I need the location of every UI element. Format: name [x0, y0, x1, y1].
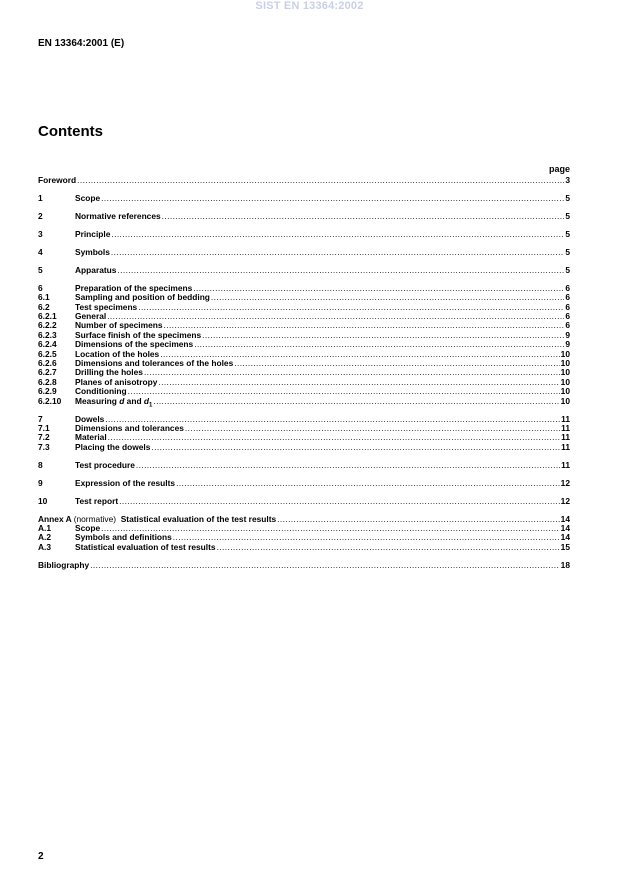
toc-entry-label: Drilling the holes: [75, 367, 143, 378]
toc-dot-leader: [144, 368, 560, 377]
toc-entry-number: A.2: [38, 532, 52, 543]
toc-entry-label: Test specimens: [75, 301, 138, 312]
toc-dot-leader: [90, 561, 559, 570]
toc-entry-number: 6.2.4: [38, 339, 57, 350]
toc-entry-label: Dimensions of the specimens: [75, 339, 194, 350]
toc-entry-label: General: [75, 311, 107, 322]
toc-entry-page: 3: [565, 175, 570, 185]
toc-entry-page: 6: [565, 320, 570, 331]
toc-entry[interactable]: [38, 561, 570, 570]
toc-entry-number: 6.2.5: [38, 348, 57, 359]
toc-entry-page: 11: [561, 432, 570, 443]
toc-entry-number: 4: [38, 246, 43, 257]
toc-entry[interactable]: [38, 395, 570, 409]
toc-entry-label: Planes of anisotropy: [75, 376, 158, 387]
toc-entry[interactable]: [38, 248, 570, 257]
toc-entry-page: 11: [561, 441, 570, 452]
toc-dot-leader: [277, 515, 560, 524]
toc-entry-label: Sampling and position of bedding: [75, 292, 210, 303]
toc-entry-label: Apparatus: [75, 264, 117, 275]
toc-entry-label: Dimensions and tolerances of the holes: [75, 358, 234, 369]
toc-entry-number: 1: [38, 192, 43, 203]
toc-dot-leader: [151, 443, 560, 452]
toc-entry-label: Bibliography: [38, 559, 90, 570]
toc-dot-leader: [107, 312, 564, 321]
toc-entry[interactable]: [38, 461, 570, 470]
toc-dot-leader: [101, 194, 564, 203]
toc-entry-label: Preparation of the specimens: [75, 282, 193, 293]
toc-entry-number: 2: [38, 210, 43, 221]
toc-dot-leader: [77, 176, 564, 185]
toc-entry[interactable]: [38, 497, 570, 506]
toc-entry-page: 9: [565, 329, 570, 340]
toc-entry-label: Scope: [75, 523, 101, 534]
toc-entry[interactable]: [38, 424, 570, 433]
toc-dot-leader: [153, 397, 559, 406]
toc-entry-number: 6.2.6: [38, 358, 57, 369]
toc-entry-label: Expression of the results: [75, 477, 176, 488]
toc-dot-leader: [108, 433, 560, 442]
toc-entry-page: 6: [565, 301, 570, 312]
toc-entry-page: 6: [565, 311, 570, 322]
toc-dot-leader: [119, 497, 560, 506]
toc-entry-page: 5: [565, 210, 570, 221]
toc-entry-page: 10: [560, 358, 570, 369]
toc-dot-leader: [211, 293, 564, 302]
toc-entry-page: 14: [560, 513, 570, 524]
toc-entry[interactable]: [38, 543, 570, 552]
toc-dot-leader: [136, 461, 560, 470]
document-id: EN 13364:2001 (E): [38, 38, 125, 49]
toc-dot-leader: [158, 378, 559, 387]
toc-dot-leader: [193, 284, 564, 293]
toc-entry-number: 7: [38, 413, 43, 424]
toc-entry-number: 6.2.1: [38, 311, 57, 322]
toc-entry-label: Conditioning: [75, 386, 127, 397]
toc-entry-page: 14: [560, 523, 570, 534]
toc-entry[interactable]: [38, 230, 570, 239]
toc-entry-number: A.3: [38, 541, 52, 552]
toc-dot-leader: [202, 331, 564, 340]
toc-entry-label: Location of the holes: [75, 348, 160, 359]
toc-entry-number: 3: [38, 228, 43, 239]
toc-dot-leader: [176, 479, 560, 488]
toc-entry-label: Symbols and definitions: [75, 532, 172, 543]
toc-entry-number: A.1: [38, 523, 52, 534]
toc-entry-number: 9: [38, 477, 43, 488]
toc-entry-number: 6.2.8: [38, 376, 57, 387]
toc-entry[interactable]: [38, 212, 570, 221]
toc-entry[interactable]: [38, 303, 570, 312]
toc-entry-label: Dimensions and tolerances: [75, 422, 184, 433]
toc-entry-page: 12: [560, 495, 570, 506]
toc-entry-number: 6.2.3: [38, 329, 57, 340]
toc-entry-page: 11: [561, 422, 570, 433]
page-title: Contents: [38, 123, 103, 140]
toc-entry-label: Number of specimens: [75, 320, 163, 331]
toc-entry-number: 7.2: [38, 432, 50, 443]
table-of-contents: [38, 176, 570, 570]
toc-entry-number: 7.3: [38, 441, 50, 452]
footer-page-number: 2: [38, 851, 44, 862]
toc-entry-label: Surface finish of the specimens: [75, 329, 202, 340]
toc-entry-number: 10: [38, 495, 48, 506]
toc-entry-page: 15: [560, 541, 570, 552]
toc-entry-page: 10: [560, 376, 570, 387]
toc-entry-page: 11: [561, 459, 570, 470]
toc-entry-page: 9: [565, 339, 570, 350]
toc-entry-label: Test report: [75, 495, 119, 506]
toc-entry-number: 8: [38, 459, 43, 470]
toc-entry-label: Symbols: [75, 246, 110, 257]
toc-entry-page: 5: [565, 192, 570, 203]
toc-entry-number: 5: [38, 264, 43, 275]
toc-dot-leader: [111, 248, 564, 257]
toc-entry-page: 5: [565, 246, 570, 257]
toc-entry[interactable]: [38, 479, 570, 488]
toc-dot-leader: [117, 266, 564, 275]
toc-entry-label: Principle: [75, 228, 111, 239]
toc-entry-page: 10: [560, 367, 570, 378]
toc-entry-page: 5: [565, 264, 570, 275]
toc-entry-number: 6.2.10: [38, 395, 62, 406]
toc-dot-leader: [234, 359, 559, 368]
toc-entry-page: 5: [565, 228, 570, 239]
toc-entry-label: Test procedure: [75, 459, 135, 470]
toc-entry-page: 10: [560, 395, 570, 406]
watermark: SIST EN 13364:2002: [255, 0, 364, 12]
toc-dot-leader: [162, 212, 565, 221]
toc-entry-label: Foreword: [38, 175, 77, 185]
toc-entry[interactable]: [38, 194, 570, 203]
toc-entry-number: 6: [38, 282, 43, 293]
toc-dot-leader: [194, 340, 564, 349]
toc-entry-number: 6.2.2: [38, 320, 57, 331]
toc-dot-leader: [164, 321, 565, 330]
toc-entry-page: 10: [560, 348, 570, 359]
toc-entry-label: Statistical evaluation of test results: [75, 541, 216, 552]
toc-dot-leader: [111, 230, 564, 239]
toc-dot-leader: [173, 533, 560, 542]
toc-entry-label: Dowels: [75, 413, 105, 424]
toc-entry-number: 6.2.9: [38, 386, 57, 397]
toc-entry-number: 6.2.7: [38, 367, 57, 378]
toc-entry-page: 6: [565, 282, 570, 293]
page-column-label: page: [548, 164, 570, 174]
toc-entry-number: 6.1: [38, 292, 50, 303]
toc-dot-leader: [128, 387, 560, 396]
toc-entry-label: Material: [75, 432, 107, 443]
toc-entry-page: 6: [565, 292, 570, 303]
toc-entry-page: 10: [560, 386, 570, 397]
toc-entry-label: Measuring d and $d_1$: [75, 395, 153, 409]
toc-entry-number: 6.2: [38, 301, 50, 312]
toc-entry[interactable]: [38, 515, 570, 524]
toc-dot-leader: [138, 303, 564, 312]
toc-entry-label: Placing the dowels: [75, 441, 151, 452]
toc-dot-leader: [217, 543, 560, 552]
toc-entry-page: 12: [560, 477, 570, 488]
toc-entry-label: Normative references: [75, 210, 161, 221]
toc-entry[interactable]: [38, 443, 570, 452]
toc-entry-number: 7.1: [38, 422, 50, 433]
toc-entry-label: Scope: [75, 192, 101, 203]
toc-entry-page: 14: [560, 532, 570, 543]
toc-entry-page: 18: [560, 559, 570, 570]
toc-entry[interactable]: [38, 176, 570, 185]
toc-entry[interactable]: [38, 266, 570, 275]
toc-dot-leader: [185, 424, 560, 433]
toc-entry-page: 11: [561, 413, 570, 424]
toc-entry-label: Annex A (normative) Statistical evaluation of the test results: [38, 513, 277, 524]
